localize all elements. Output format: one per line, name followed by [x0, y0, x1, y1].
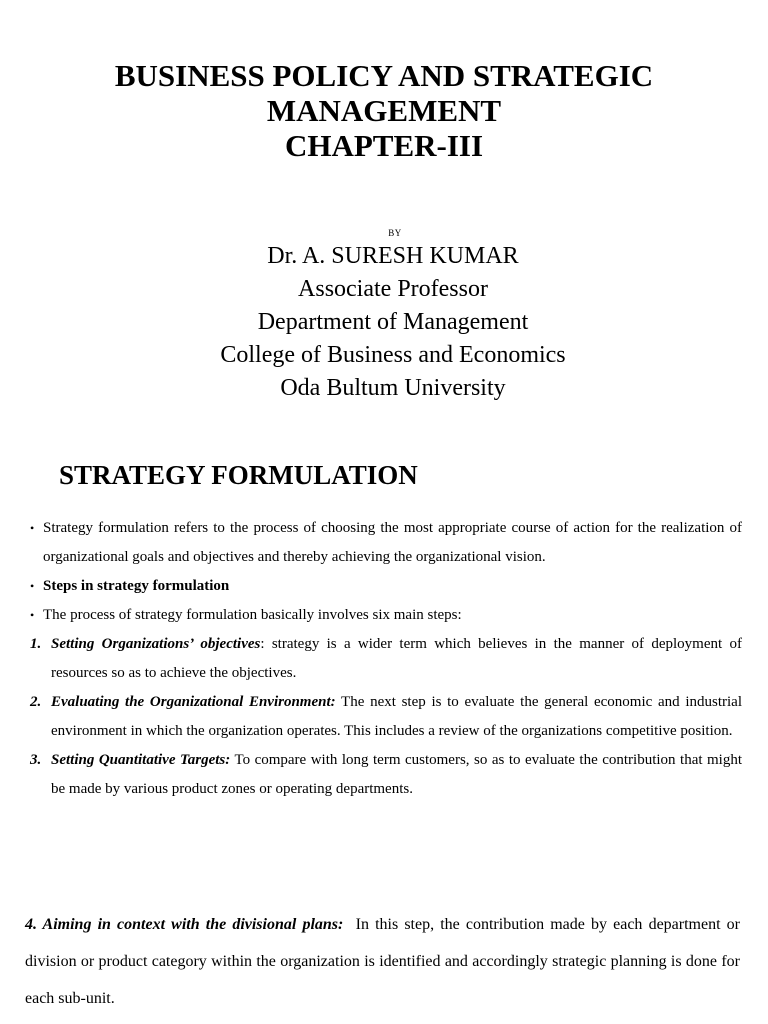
by-label: BY: [388, 228, 402, 238]
bullet-item: [30, 572, 742, 601]
step-number: 3.: [30, 752, 42, 768]
author-university: Oda Bultum University: [280, 375, 506, 401]
bullet-text: Steps in strategy formulation: [43, 578, 230, 594]
step-4-heading: 4. Aiming in context with the divisional plans:: [25, 916, 344, 933]
title-line-2: MANAGEMENT: [266, 93, 502, 128]
author-department: Department of Management: [257, 309, 529, 335]
step-item: [30, 630, 742, 688]
author-position: Associate Professor: [298, 276, 488, 302]
step-item: [30, 688, 742, 746]
title-line-1: BUSINESS POLICY AND STRATEGIC: [114, 58, 654, 93]
document-title: [0, 58, 768, 163]
step-text: To compare with long term customers, so as to evaluate the contribution that might be made by various product zones or operating departments.: [51, 752, 743, 797]
step-4-text: In this step, the contribution made by each department or division or product category within the organization is identified and accordingly strategic planning is done for each sub-unit.: [25, 916, 744, 1007]
author-college: College of Business and Economics: [220, 342, 566, 368]
bullet-text: The process of strategy formulation basically involves six main steps:: [43, 607, 462, 623]
step-number: 1.: [30, 636, 42, 652]
step-heading: Setting Quantitative Targets:: [51, 752, 231, 768]
bullet-item: [30, 601, 742, 630]
bullet-item: [30, 514, 742, 572]
title-line-3: CHAPTER-III: [284, 128, 484, 163]
section-heading: STRATEGY FORMULATION: [59, 460, 418, 490]
bullet-icon: •: [30, 579, 35, 593]
step-4-paragraph: [25, 906, 744, 1017]
author-block: [0, 240, 768, 405]
step-item: [30, 746, 742, 804]
step-heading: Setting Organizations’ objectives: [51, 636, 261, 652]
author-name: Dr. A. SURESH KUMAR: [267, 243, 519, 269]
bullet-text: Strategy formulation refers to the process of choosing the most appropriate course of action for the realization of organizational goals and objectives and thereby achieving the organizational vision.: [43, 520, 742, 565]
step-number: 2.: [30, 694, 42, 710]
step-heading: Evaluating the Organizational Environment:: [51, 694, 336, 710]
bullet-icon: •: [30, 521, 35, 535]
step-text: The next step is to evaluate the general economic and industrial environment in which the organization operates. This includes a review of the organizations competitive position.: [51, 694, 743, 739]
content-body: [30, 514, 742, 804]
step-text: : strategy is a wider term which believes in the manner of deployment of resources so as to achieve the objectives.: [51, 636, 742, 681]
bullet-icon: •: [30, 608, 35, 622]
